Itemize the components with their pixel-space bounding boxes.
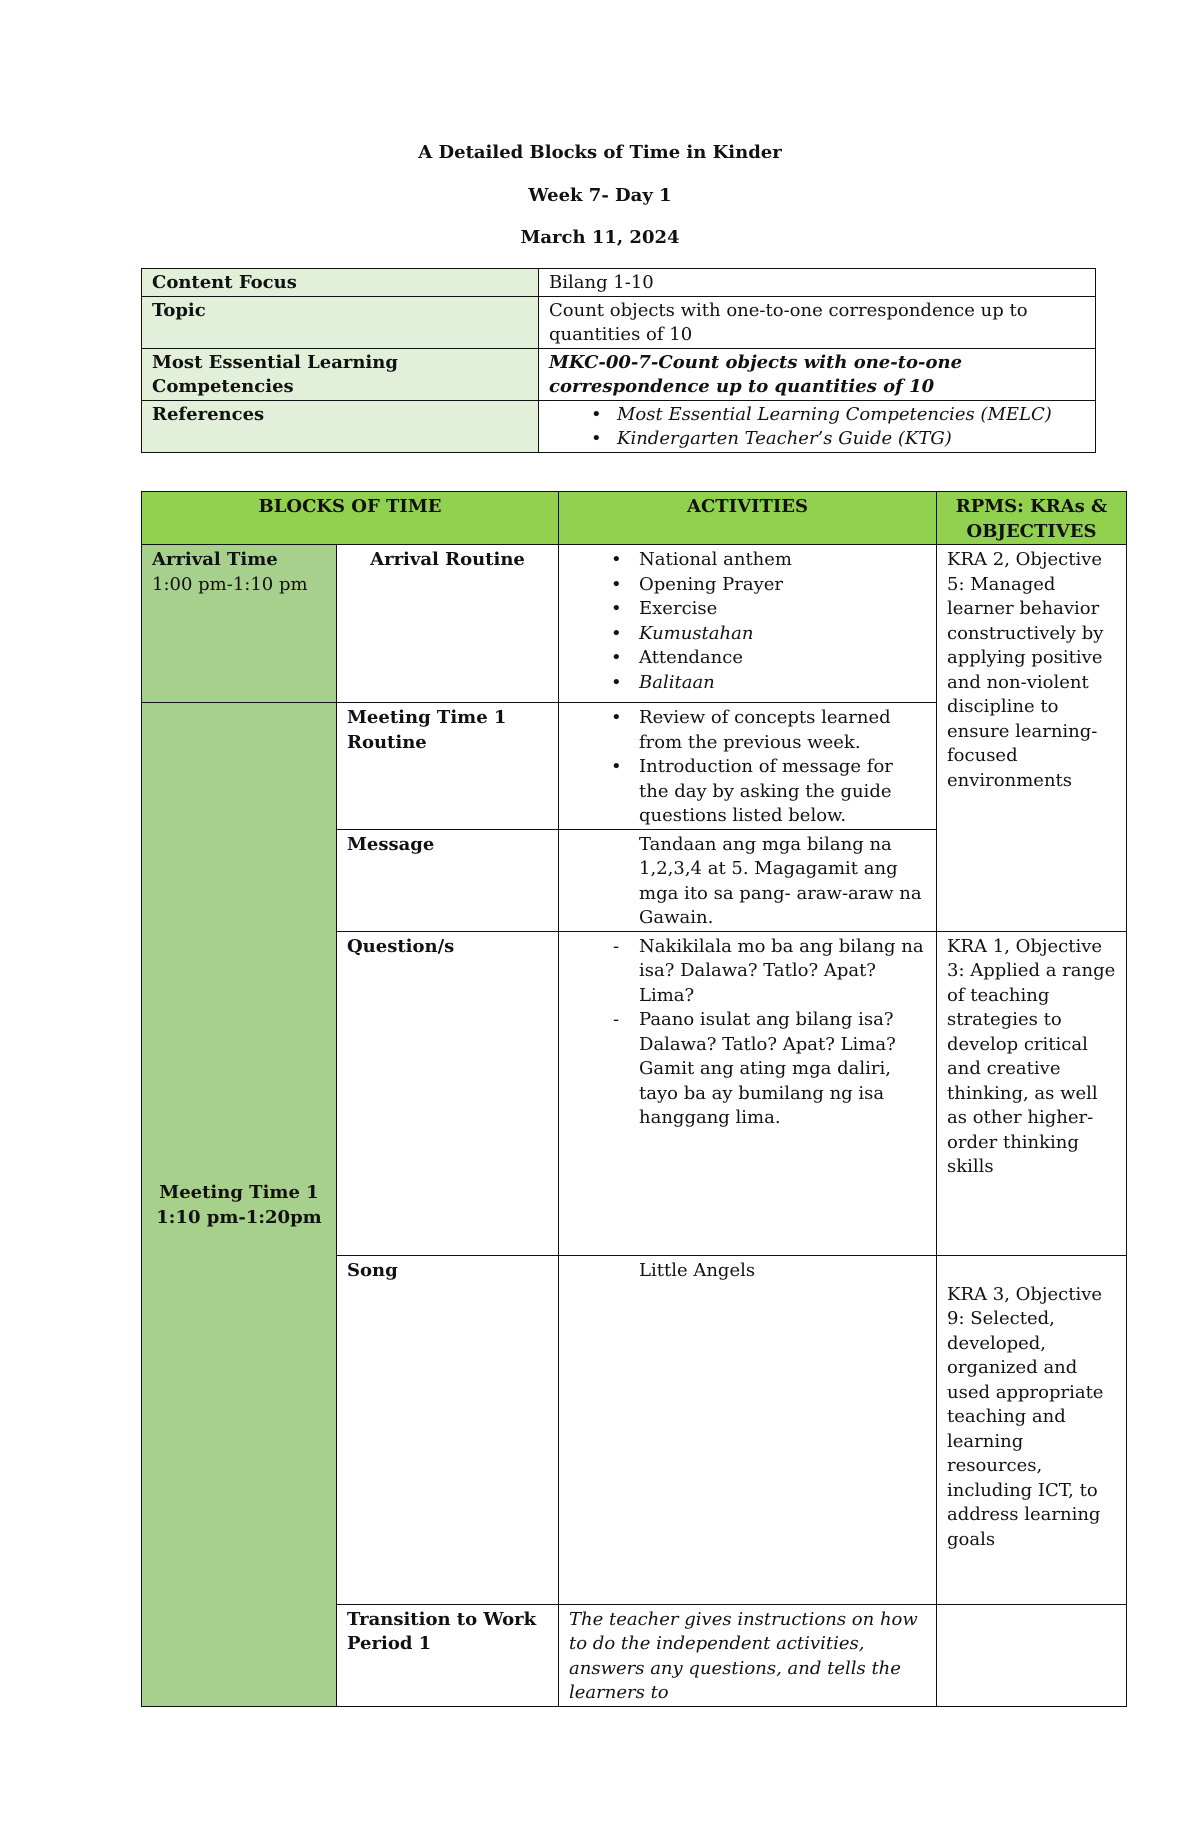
- col-header-rpms: RPMS: KRAs & OBJECTIVES: [937, 492, 1127, 545]
- kra3-objective: KRA 3, Objective 9: Selected, developed, organized and used appropriate teaching and learning resources, including ICT, to address learning goals: [937, 1255, 1127, 1604]
- song-text: Little Angels: [639, 1259, 756, 1281]
- questions-cell: [559, 931, 937, 1255]
- questions-label: Question/s: [337, 931, 559, 1255]
- document-title: A Detailed Blocks of Time in Kinder: [418, 142, 782, 163]
- activity-item: • Introduction of message for the day by asking the guide questions listed below.: [569, 755, 926, 829]
- message-text: Tandaan ang mga bilang na 1,2,3,4 at 5. Magagamit ang mga ito sa pang- araw-araw na Gawain.: [639, 833, 922, 928]
- meeting-routine-list: [569, 706, 926, 829]
- activity-item: • Review of concepts learned from the previous week.: [569, 706, 926, 755]
- week-day: Week 7- Day 1: [528, 185, 672, 206]
- activity-item: • National anthem: [569, 548, 926, 573]
- melc-label: Most Essential Learning Competencies: [142, 348, 539, 400]
- arrival-block-title: Arrival Time: [152, 549, 278, 570]
- meeting-block-title: Meeting Time 1: [159, 1182, 319, 1204]
- info-table: [141, 268, 1096, 453]
- content-focus-label: Content Focus: [142, 269, 539, 297]
- topic-label: Topic: [142, 296, 539, 348]
- questions-list: [569, 935, 926, 1131]
- melc-value: MKC-00-7-Count objects with one-to-one correspondence up to quantities of 10: [539, 348, 1096, 400]
- transition-text: The teacher gives instructions on how to do the independent activities, answers any questions, and tells the learners to: [559, 1604, 937, 1706]
- blocks-of-time-table: [141, 491, 1127, 1707]
- content-focus-value: Bilang 1-10: [539, 269, 1096, 297]
- kra2-objective: KRA 2, Objective 5: Managed learner behavior constructively by applying positive and non-violent discipline to ensure learning-focused environments: [937, 545, 1127, 932]
- transition-label: Transition to Work Period 1: [337, 1604, 559, 1706]
- arrival-activity-list: [569, 548, 926, 695]
- question-item: - Paano isulat ang bilang isa? Dalawa? Tatlo? Apat? Lima? Gamit ang ating mga daliri, tayo ba ay bumilang ng isa hanggang lima.: [569, 1008, 926, 1131]
- song-label: Song: [337, 1255, 559, 1604]
- kra1-objective: KRA 1, Objective 3: Applied a range of teaching strategies to develop critical and creative thinking, as well as other higher-order thinking skills: [937, 931, 1127, 1255]
- transition-rpms-empty: [937, 1604, 1127, 1706]
- activity-item: • Opening Prayer: [569, 573, 926, 598]
- message-cell: [559, 829, 937, 931]
- activity-item: • Kumustahan: [569, 622, 926, 647]
- meeting-routine-activities: [559, 703, 937, 830]
- song-cell: [559, 1255, 937, 1604]
- references-value: [539, 400, 1096, 452]
- arrival-block-time: 1:00 pm-1:10 pm: [152, 573, 308, 595]
- arrival-routine-label: Arrival Routine: [337, 545, 559, 703]
- activity-item: • Balitaan: [569, 671, 926, 696]
- lesson-date: March 11, 2024: [520, 227, 680, 248]
- topic-value: Count objects with one-to-one correspondence up to quantities of 10: [539, 296, 1096, 348]
- message-label: Message: [337, 829, 559, 931]
- reference-item: • Kindergarten Teacher’s Guide (KTG): [549, 427, 1085, 452]
- meeting-block: [142, 703, 337, 1707]
- activity-item: • Attendance: [569, 646, 926, 671]
- reference-item: • Most Essential Learning Competencies (MELC): [549, 403, 1085, 428]
- meeting-routine-label: Meeting Time 1 Routine: [337, 703, 559, 830]
- question-item: - Nakikilala mo ba ang bilang na isa? Dalawa? Tatlo? Apat? Lima?: [569, 935, 926, 1009]
- arrival-activities: [559, 545, 937, 703]
- activity-item: • Exercise: [569, 597, 926, 622]
- references-list: [549, 403, 1085, 452]
- references-label: References: [142, 400, 539, 452]
- col-header-activities: ACTIVITIES: [559, 492, 937, 545]
- col-header-blocks: BLOCKS OF TIME: [142, 492, 559, 545]
- meeting-block-time: 1:10 pm-1:20pm: [156, 1206, 322, 1228]
- arrival-block: [142, 545, 337, 703]
